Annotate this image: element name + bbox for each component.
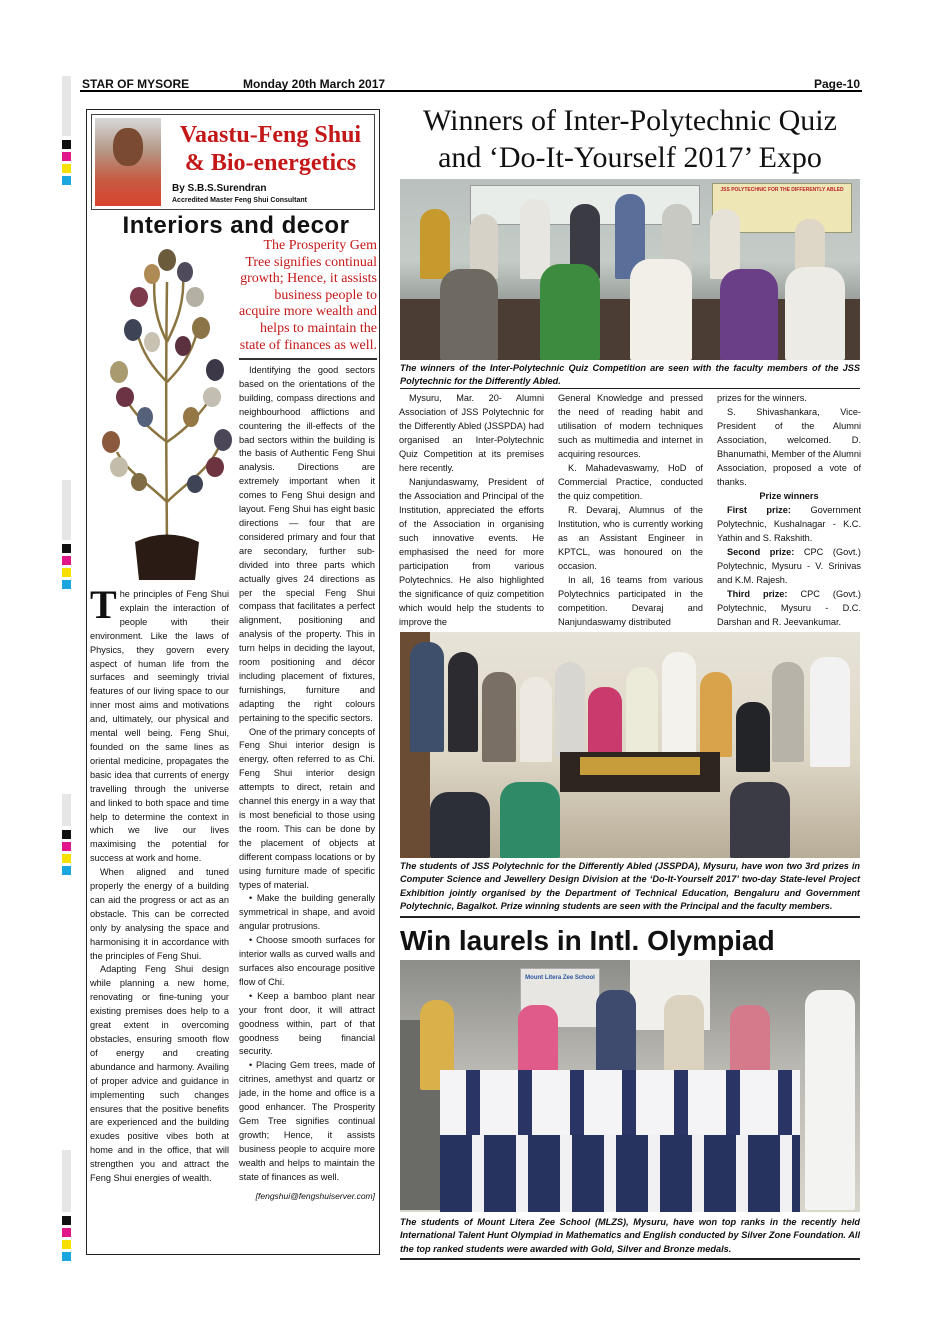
byline-subtitle: Accredited Master Feng Shui Consultant [172,197,307,204]
divider [400,388,860,389]
photo-banner: Mount Litera Zee School [520,968,600,1028]
author-email: [fengshui@fengshuiserver.com] [255,1191,375,1202]
divider [400,916,860,918]
column-title-line2: & Bio-energetics [184,150,357,176]
olympiad-photo-caption: The students of Mount Litera Zee School (MLZS), Mysuru, have won top ranks in the recently held International Talent Hunt Olympiad in Mathematics and English conducted by Silver Zone Foundation. All the top ranked students were awarded with Gold, Silver and Bronze medals. [400,1217,860,1254]
pull-quote: The Prosperity Gem Tree signifies continual growth; Hence, it assists business people to acquire more wealth and helps to maintain the state of finances as well. [239,238,377,360]
column-title [168,121,373,177]
registration-strip [62,1150,71,1212]
quiz-headline [400,102,860,176]
issue-date: Monday 20th March 2017 [243,77,386,91]
paragraph: R. Devaraj, Alumnus of the Institution, who is currently working as an Assistant Engineer in KPTCL, was honoured on the occasion. [558,505,703,571]
column-title-line1: Vaastu-Feng Shui [179,122,362,148]
third-prize-winners: CPC (Govt.) Polytechnic, Mysuru - D.C. Darshan and R. Jeevankumar. [717,589,861,627]
first-prize-label: First prize: [727,505,791,515]
column-text-right [239,364,375,1204]
page-header [80,76,862,92]
color-registration-mark [62,830,71,878]
paragraph: General Knowledge and pressed the need of reading habit and utilisation of modern techniques such as multimedia and internet in acquiring resources. [558,393,703,459]
paragraph: S. Shivashankara, Vice-President of the Alumni Association, welcomed. D. Bhanumathi, Member of the Alumni Association, proposed a vote of thanks. [717,407,861,487]
expo-students-photo [400,632,860,858]
paragraph: In all, 16 teams from various Polytechnics participated in the competition. Devaraj and Nanjundaswamy distributed [558,575,703,627]
headline-line1: Winners of Inter-Polytechnic Quiz [423,104,837,137]
quiz-article-col1 [399,391,544,629]
paragraph: Mysuru, Mar. 20- Alumni Association of JSS Polytechnic for the Differently Abled (JSSPDA) had organised an Inter-Polytechnic Quiz Competition at its premises here recently. [399,393,544,473]
olympiad-students-photo [400,960,860,1212]
headline-line2: and ‘Do-It-Yourself 2017’ Expo [438,141,822,174]
olympiad-headline: Win laurels in Intl. Olympiad [400,925,775,956]
newspaper-name: STAR OF MYSORE [82,77,190,91]
quiz-article-col3 [717,391,861,629]
feng-shui-column [86,109,380,1255]
registration-strip [62,480,71,540]
paragraph: Nanjundaswamy, President of the Association and Principal of the Institution, appreciated the efforts of the Association in organising such innovative events. He emphasised the need for more participation from various Polytechnics. He also highlighted the significance of quiz competition which would help the students to improve the [399,477,544,627]
paragraph: When aligned and tuned properly the energy of a building can aid the progress or act as an obstacle. This can be corrected only by analysing the space and harmonising it in accordance with the principles of Feng Shui. [90,867,229,961]
second-prize-label: Second prize: [727,547,795,557]
paragraph: he principles of Feng Shui explain the interaction of people with their environment. Like the laws of Physics, they govern every aspect of human life from the surfaces and seemingly trivial features of our living space to our inner most aims and motivations and, ultimately, our physical and mental well being. Feng Shui, founded on the same lines as oriental medicine, propagates the basic idea that currents of energy travelling through the universe and linked to both space and time help to determine the context in which we live our lives maximising the potential for success at work and home. [90,589,229,864]
color-registration-mark [62,544,71,592]
third-prize-label: Third prize: [727,589,788,599]
paragraph: K. Mahadevaswamy, HoD of Commercial Practice, conducted the quiz competition. [558,463,703,501]
quiz-photo-caption: The winners of the Inter-Polytechnic Quiz Competition are seen with the faculty members of the JSS Polytechnic for the Differently Abled. [400,363,860,386]
bullet-point: • Choose smooth surfaces for interior walls as curved walls and surfaces also encourage positive flow of Chi. [239,935,375,987]
author-photo [95,118,161,206]
bullet-point: • Make the building generally symmetrical in shape, and avoid angular protrusions. [239,893,375,932]
column-text-left [90,582,229,1186]
quiz-winners-photo [400,179,860,360]
paragraph: Adapting Feng Shui design while planning a new home, renovating or fine-tuning your existing premises does help to a great extent in overcoming obstacles, ensuring smooth flow of energy and creating abundance and harmony. Availing of proper advice and guidance in implementing such changes ensures that the positive benefits are experienced and the building exudes positive vibes both at home and in the office, that will strengthen you and attract the Feng Shui energies of wealth. [90,964,229,1184]
page-number: Page-10 [813,77,860,91]
drop-cap: T [90,582,117,627]
article-heading: Interiors and decor [122,212,350,239]
gem-tree-image [97,242,237,582]
bullet-point: • Placing Gem trees, made of citrines, amethyst and quartz or jade, in the home and office is a good enhancer. The Prosperity Gem Tree signifies continual growth; Hence, it assists business people to acquire more wealth and helps to maintain the state of finances as well. [239,1060,375,1182]
registration-strip [62,76,71,136]
byline: By S.B.S.Surendran [172,183,267,194]
divider [400,1258,860,1260]
photo-banner: JSS POLYTECHNIC FOR THE DIFFERENTLY ABLED [712,183,852,233]
paragraph: One of the primary concepts of Feng Shui interior design is energy, often referred to as Chi. Feng Shui interior design attempts to direct, retain and channel this energy in a way that is most beneficial to those using the room. This can be done by the placement of objects at different compass locations or by using furniture made of specific types of material. [239,726,375,890]
second-prize-winners: CPC (Govt.) Polytechnic, Mysuru - V. Srinivas and K.M. Rajesh. [717,547,861,585]
paragraph: Identifying the good sectors based on the orientations of the building, compass directions and neighbourhood afflictions and countering the ill-effects of the bad sectors within the building is the basis of Authentic Feng Shui analysis. Directions are extremely important when it comes to Feng Shui design and layout. Feng Shui has eight basic directions — four that are considered primary and four that are secondary, further sub-divided into three parts which actually gives 24 directions as per the special Feng Shui compass that facilitates a perfect alignment, positioning and analysis of the property. This in turn helps in deciding the layout, room positioning and décor including placement of fixtures, furnishings, furniture and adapting the right colours pertaining to the specific sectors. [239,365,375,723]
quiz-article-col2 [558,391,703,629]
expo-photo-caption: The students of JSS Polytechnic for the Differently Abled (JSSPDA), Mysuru, have won two 3rd prizes in Computer Science and Jewellery Design Division at the ‘Do-It-Yourself 2017’ two-day State-level Project Exhibition jointly organised by the Department of Technical Education, Bengaluru and Government Polytechnic, Bagalkot. Prize winning students are seen with the Principal and the faculty members. [400,861,860,912]
color-registration-mark [62,1216,71,1264]
registration-strip [62,794,71,826]
prize-heading: Prize winners [759,491,819,501]
paragraph: prizes for the winners. [717,393,807,403]
first-prize-winners: Government Polytechnic, Kushalnagar - K.C. Yathin and S. Rakshith. [717,505,861,543]
bullet-point: • Keep a bamboo plant near your front door, it will attract goodness within, part of that goodness being financial security. [239,990,375,1057]
column-banner [91,114,375,210]
color-registration-mark [62,140,71,188]
